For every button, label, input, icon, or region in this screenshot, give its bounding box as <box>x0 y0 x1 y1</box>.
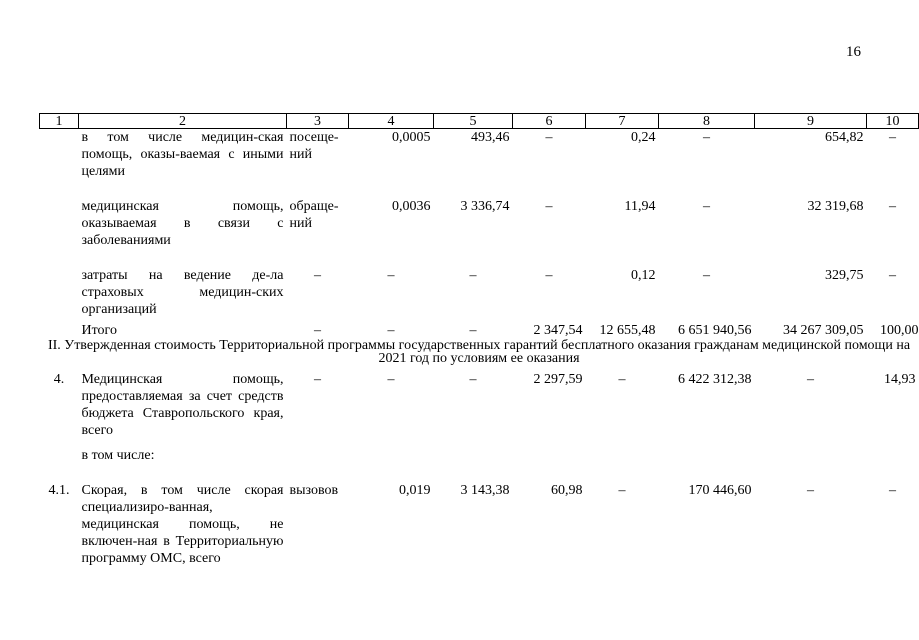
cell-col-4: – <box>387 268 395 283</box>
row-number <box>40 129 79 181</box>
cell-col-9: 329,75 <box>825 268 864 283</box>
row-unit: – <box>314 323 321 338</box>
cell-col-7: 11,94 <box>624 199 656 214</box>
cell-col-7: 0,12 <box>631 268 656 283</box>
row-unit: вызовов <box>289 483 339 498</box>
cell-col-10: – <box>889 199 896 214</box>
row-spacer <box>40 464 919 482</box>
cell-col-6: – <box>545 199 553 214</box>
row-number <box>40 198 79 249</box>
table-row <box>40 267 919 318</box>
header-col-1: 1 <box>40 114 79 129</box>
cell-col-9 <box>755 447 867 464</box>
row-unit: посеще-ний <box>289 130 339 162</box>
row-spacer <box>40 439 919 447</box>
row-unit: обраще-ний <box>289 199 339 231</box>
cell-col-8: – <box>703 268 710 283</box>
row-spacer <box>40 249 919 267</box>
row-unit <box>287 447 349 464</box>
cell-col-8: 170 446,60 <box>688 483 752 498</box>
cell-col-4: 0,0036 <box>392 199 431 214</box>
cell-col-4: – <box>387 323 395 338</box>
row-description: Медицинская помощь, предоставляемая за счет средств бюджета Ставропольского края, всего <box>81 372 284 438</box>
cell-col-6 <box>513 447 586 464</box>
cell-col-5: 3 143,38 <box>460 483 510 498</box>
cell-col-8: 6 651 940,56 <box>678 323 752 338</box>
cell-col-6: 2 347,54 <box>533 323 583 338</box>
row-number <box>40 322 79 339</box>
header-row <box>40 114 919 129</box>
cell-col-4 <box>349 447 434 464</box>
cell-col-5 <box>434 447 513 464</box>
row-description: в том числе: <box>81 448 155 463</box>
section-title-row <box>40 339 919 365</box>
cell-col-10: 14,93 <box>884 372 916 387</box>
cell-col-9: – <box>807 483 814 498</box>
cell-col-9: 32 319,68 <box>807 199 864 214</box>
cell-col-8: 6 422 312,38 <box>678 372 752 387</box>
table-row <box>40 447 919 464</box>
cell-col-8: – <box>703 199 710 214</box>
table-row <box>40 129 919 181</box>
cell-col-5: – <box>469 323 477 338</box>
row-spacer <box>40 180 919 198</box>
header-col-9: 9 <box>755 114 867 129</box>
cell-col-5: 493,46 <box>471 130 510 145</box>
table-row <box>40 371 919 439</box>
cell-col-6: – <box>545 130 553 145</box>
row-description: в том числе медицин-ская помощь, оказы-ваемая с иными целями <box>81 130 284 179</box>
cell-col-7: 0,24 <box>631 130 656 145</box>
cell-col-5: – <box>469 268 477 283</box>
cell-col-9: – <box>807 372 814 387</box>
cell-col-10: – <box>889 268 896 283</box>
cell-col-6: 2 297,59 <box>533 372 583 387</box>
row-description: Итого <box>81 323 117 338</box>
cell-col-8 <box>659 447 755 464</box>
table-row-total <box>40 322 919 339</box>
row-unit: – <box>314 268 321 283</box>
cell-col-5: – <box>469 372 477 387</box>
cell-col-7: – <box>618 372 626 387</box>
section-title: II. Утвержденная стоимость Территориальной программы государственных гарантий бесплатного оказания гражданам медицинской помощи на 2021 год по условиям ее оказания <box>47 338 911 366</box>
cell-col-9: 34 267 309,05 <box>783 323 864 338</box>
cell-col-4: 0,0005 <box>392 130 431 145</box>
cell-col-7: 12 655,48 <box>599 323 656 338</box>
cell-col-5: 3 336,74 <box>460 199 510 214</box>
row-number <box>40 267 79 318</box>
cell-col-10: – <box>889 483 896 498</box>
cell-col-10 <box>867 447 919 464</box>
table-row <box>40 198 919 249</box>
row-description: затраты на ведение де-ла страховых медицин-ских организаций <box>81 268 284 317</box>
header-col-3: 3 <box>287 114 349 129</box>
cell-col-6: – <box>545 268 553 283</box>
header-col-4: 4 <box>349 114 434 129</box>
header-col-10: 10 <box>867 114 919 129</box>
header-col-7: 7 <box>586 114 659 129</box>
cell-col-6: 60,98 <box>551 483 583 498</box>
cell-col-9: 654,82 <box>825 130 864 145</box>
cell-col-10: 100,00 <box>880 323 919 338</box>
cell-col-8: – <box>703 130 710 145</box>
cell-col-4: 0,019 <box>399 483 431 498</box>
table-row <box>40 482 919 567</box>
cell-col-7 <box>586 447 659 464</box>
cell-col-10: – <box>889 130 896 145</box>
page-number: 16 <box>846 44 861 60</box>
cell-col-4: – <box>387 372 395 387</box>
header-col-2: 2 <box>79 114 287 129</box>
cell-col-7: – <box>618 483 626 498</box>
row-description: медицинская помощь, оказываемая в связи с заболеваниями <box>81 199 284 248</box>
row-description: Скорая, в том числе скорая специализиро-ванная, медицинская помощь, не включен-ная в Территориальную программу ОМС, всего <box>81 483 284 566</box>
row-number <box>40 447 79 464</box>
cost-table <box>39 113 919 567</box>
header-col-6: 6 <box>513 114 586 129</box>
row-number: 4. <box>53 372 65 387</box>
row-unit: – <box>314 372 321 387</box>
header-col-8: 8 <box>659 114 755 129</box>
row-number: 4.1. <box>48 483 70 498</box>
header-col-5: 5 <box>434 114 513 129</box>
